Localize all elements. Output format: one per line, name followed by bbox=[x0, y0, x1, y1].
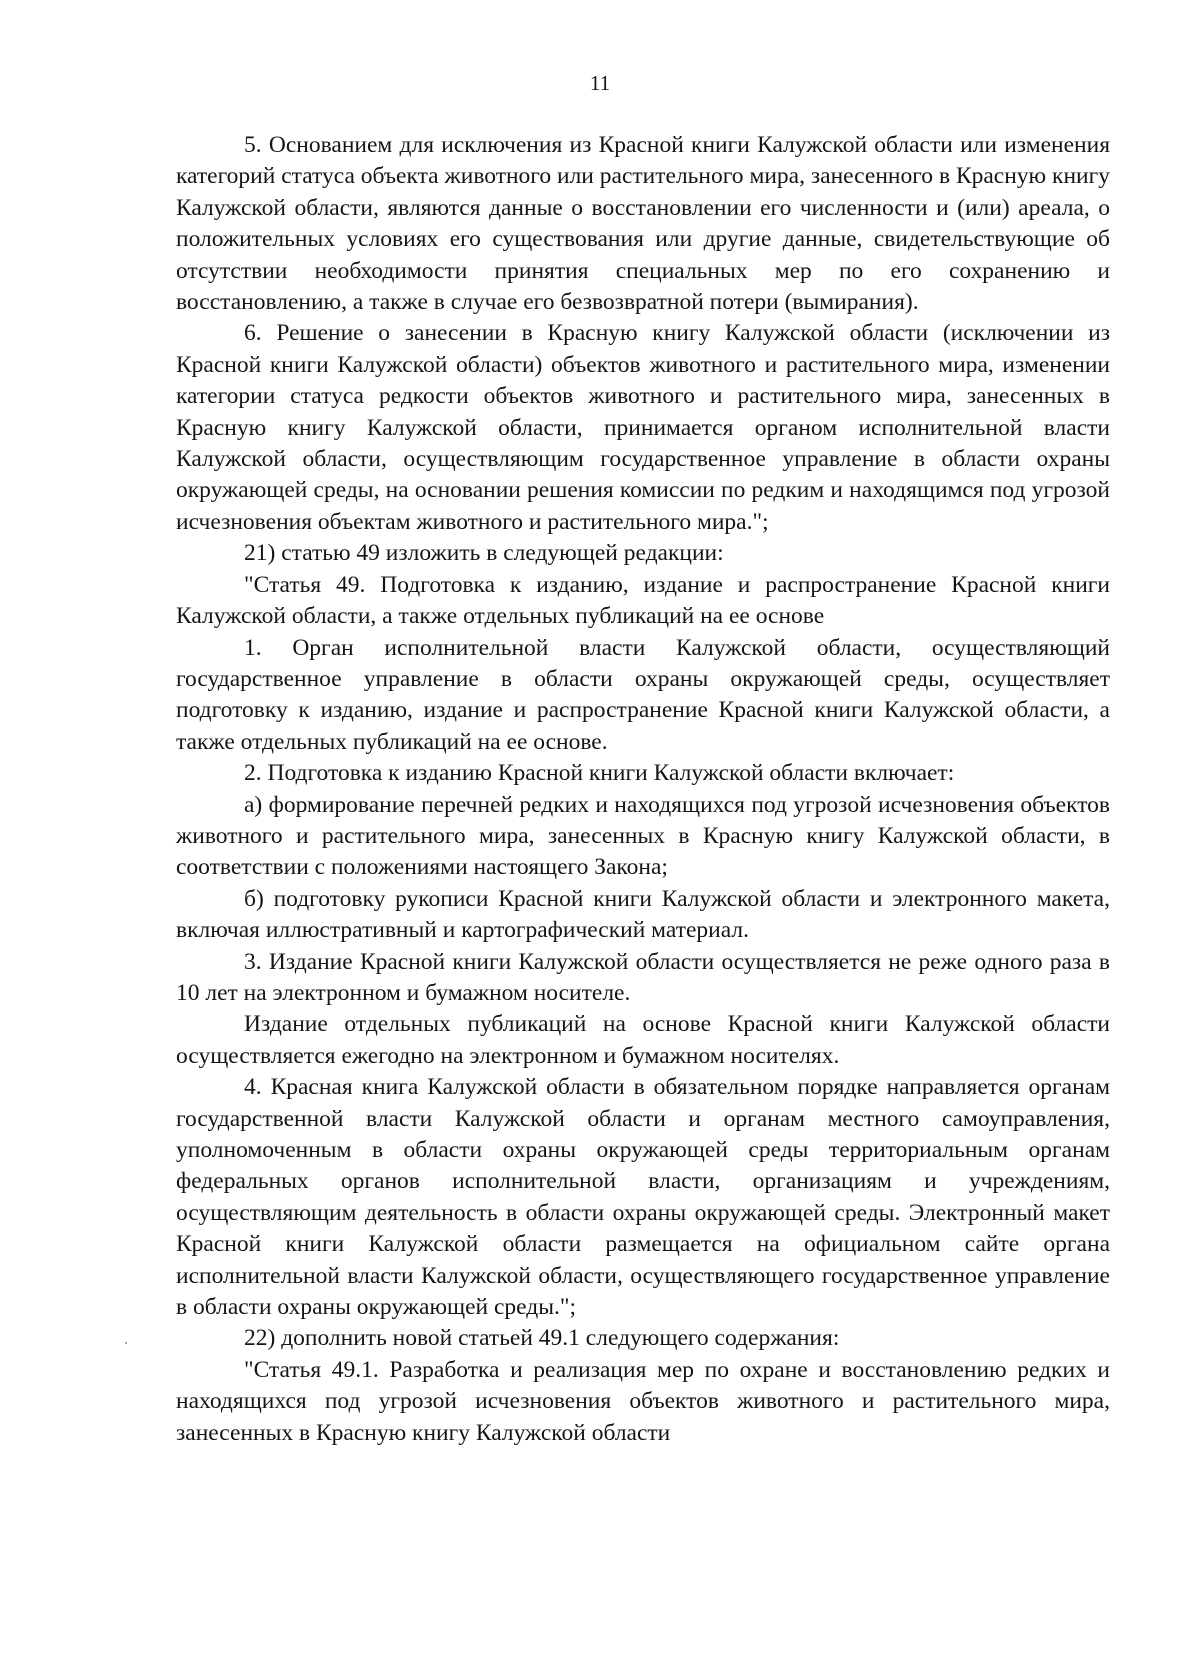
article-49-clause-2a: а) формирование перечней редких и находящихся под угрозой исчезновения объектов животного и растительного мира, занесенных в Красную книгу Калужской области, в соответствии с положениями настоящего Закона; bbox=[176, 791, 1110, 881]
document-body bbox=[176, 130, 1110, 1449]
article-49-clause-4: 4. Красная книга Калужской области в обязательном порядке направляется органам государственной власти Калужской области и органам местного самоуправления, уполномоченным в области охраны окружающей среды территориальным органам федеральных органов исполнительной власти, организациям и учреждениям, осуществляющим деятельность в области охраны окружающей среды. Электронный макет Красной книги Калужской области размещается на официальном сайте органа исполнительной власти Калужской области, осуществляющего государственное управление в области охраны окружающей среды."; bbox=[176, 1074, 1110, 1321]
article-49-clause-3: 3. Издание Красной книги Калужской области осуществляется не реже одного раза в 10 лет на электронном и бумажном носителе. bbox=[176, 948, 1110, 1006]
scan-speck bbox=[125, 1342, 127, 1344]
article-49-clause-2b: б) подготовку рукописи Красной книги Калужской области и электронного макета, включая иллюстративный и картографический материал. bbox=[176, 885, 1110, 944]
paragraph-5-exclusion-grounds: 5. Основанием для исключения из Красной книги Калужской области или изменения категорий статуса объекта животного или растительного мира, занесенного в Красную книгу Калужской области, являются данные о восстановлении его численности и (или) ареала, о положительных условиях его существования или другие данные, свидетельствующие об отсутствии необходимости принятия специальных мер по его сохранению и восстановлению, а также в случае его безвозвратной потери (вымирания). bbox=[176, 132, 1110, 316]
article-49-clause-3-publications: Издание отдельных публикаций на основе Красной книги Калужской области осуществляется ежегодно на электронном и бумажном носителях. bbox=[176, 1011, 1110, 1069]
article-49-clause-1: 1. Орган исполнительной власти Калужской области, осуществляющий государственное управление в области охраны окружающей среды, осуществляет подготовку к изданию, издание и распространение Красной книги Калужской области, а также отдельных публикаций на ее основе. bbox=[176, 634, 1110, 755]
page-number: 11 bbox=[589, 71, 611, 95]
amendment-22-intro: 22) дополнить новой статьей 49.1 следующего содержания: bbox=[244, 1325, 840, 1352]
article-49-1-heading: "Статья 49.1. Разработка и реализация мер по охране и восстановлению редких и находящихся под угрозой исчезновения объектов животного и растительного мира, занесенных в Красную книгу Калужской области bbox=[176, 1356, 1110, 1446]
article-49-heading: "Статья 49. Подготовка к изданию, издание и распространение Красной книги Калужской области, а также отдельных публикаций на ее основе bbox=[176, 571, 1110, 630]
paragraph-6-decision: 6. Решение о занесении в Красную книгу Калужской области (исключении из Красной книги Калужской области) объектов животного и растительного мира, изменении категории статуса редкости объектов животного и растительного мира, занесенных в Красную книгу Калужской области, принимается органом исполнительной власти Калужской области, осуществляющим государственное управление в области охраны окружающей среды, на основании решения комиссии по редким и находящимся под угрозой исчезновения объектам животного и растительного мира."; bbox=[176, 320, 1110, 535]
amendment-21-intro: 21) статью 49 изложить в следующей редакции: bbox=[244, 540, 724, 567]
article-49-clause-2: 2. Подготовка к изданию Красной книги Калужской области включает: bbox=[244, 760, 955, 787]
